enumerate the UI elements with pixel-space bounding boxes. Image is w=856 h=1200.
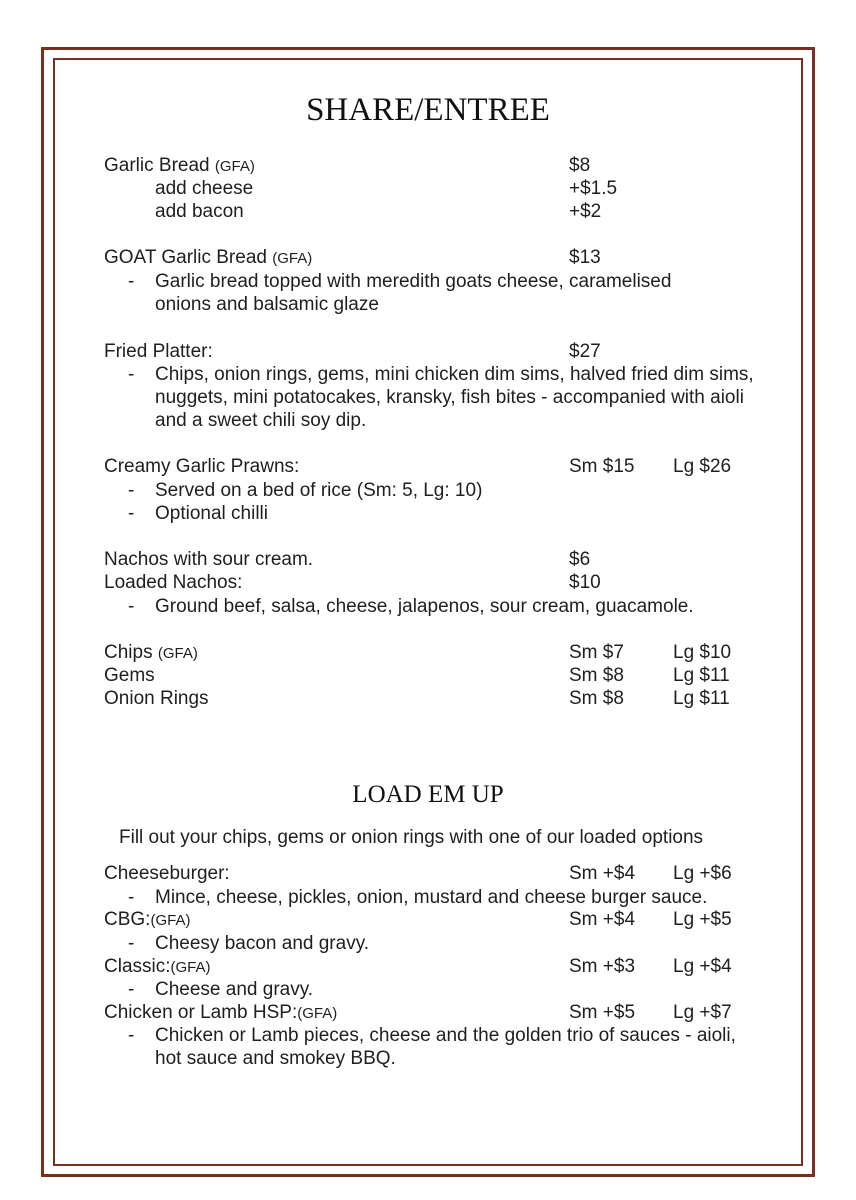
menu-item-chips [104,641,198,665]
price-large: Lg $11 [673,688,730,709]
item-description: Garlic bread topped with meredith goats cheese, caramelised onions and balsamic glaze [155,271,672,315]
price-small: Sm +$3 [569,956,636,977]
item-name: Chips [104,642,153,663]
item-price: $13 [569,247,601,268]
price-small: Sm +$5 [569,1002,636,1023]
item-name: CBG: [104,909,151,930]
price-small: Sm $8 [569,688,624,709]
bullet-dash: - [128,1025,135,1046]
bullet-dash: - [128,933,135,954]
addon-cheese: add cheese [155,178,254,199]
price-small: Sm +$4 [569,909,636,930]
price-large: Lg +$4 [673,956,732,977]
addon-bacon-price: +$2 [569,201,602,222]
gfa-tag: (GFA) [214,158,255,175]
bullet-dash: - [128,887,135,908]
addon-cheese-price: +$1.5 [569,178,618,199]
bullet-dash: - [128,364,135,385]
gfa-tag: (GFA) [170,959,211,976]
menu-item-garlic-bread [104,154,255,178]
gfa-tag: (GFA) [272,250,313,267]
menu-item-loaded-nachos: Loaded Nachos: [104,572,243,593]
gfa-tag: (GFA) [157,645,198,662]
price-small: Sm +$4 [569,863,636,884]
item-name: Chicken or Lamb HSP: [104,1002,298,1023]
item-name: Classic: [104,956,171,977]
menu-item-classic [104,955,211,979]
price-large: Lg $10 [673,642,732,663]
bullet-dash: - [128,503,135,524]
price-large: Lg +$6 [673,863,732,884]
price-large: Lg +$5 [673,909,732,930]
load-em-up-title: LOAD EM UP [352,781,504,808]
menu-item-cbg [104,908,190,932]
menu-item-goat-garlic-bread [104,246,312,270]
item-description: Chips, onion rings, gems, mini chicken dim sims, halved fried dim sims, nuggets, mini potatocakes, kransky, fish bites - accompanied with aioli and a sweet chili soy dip. [155,364,754,431]
bullet-dash: - [128,480,135,501]
menu-item-creamy-garlic-prawns: Creamy Garlic Prawns: [104,456,300,477]
menu-item-gems: Gems [104,665,155,686]
price-large: Lg $11 [673,665,730,686]
menu-item-chicken-lamb-hsp [104,1001,337,1025]
item-price: $27 [569,341,601,362]
item-description: Optional chilli [155,503,268,524]
item-name: Garlic Bread [104,155,210,176]
addon-bacon: add bacon [155,201,244,222]
bullet-dash: - [128,979,135,1000]
item-price: $8 [569,155,591,176]
item-description: Served on a bed of rice (Sm: 5, Lg: 10) [155,480,483,501]
item-price: $6 [569,549,591,570]
item-price: $10 [569,572,601,593]
price-small: Sm $8 [569,665,624,686]
item-description: Cheese and gravy. [155,979,314,1000]
gfa-tag: (GFA) [150,912,191,929]
share-entree-title: SHARE/ENTREE [306,92,550,128]
price-small: Sm $7 [569,642,624,663]
item-description: Ground beef, salsa, cheese, jalapenos, sour cream, guacamole. [155,596,694,617]
price-large: Lg $26 [673,456,732,477]
bullet-dash: - [128,271,135,292]
load-intro-text: Fill out your chips, gems or onion rings with one of our loaded options [119,827,704,848]
bullet-dash: - [128,596,135,617]
menu-item-cheeseburger: Cheeseburger: [104,863,230,884]
item-description: Cheesy bacon and gravy. [155,933,370,954]
item-description: Mince, cheese, pickles, onion, mustard and cheese burger sauce. [155,887,708,908]
price-small: Sm $15 [569,456,635,477]
item-name: GOAT Garlic Bread [104,247,267,268]
price-large: Lg +$7 [673,1002,732,1023]
menu-item-onion-rings: Onion Rings [104,688,209,709]
item-description: Chicken or Lamb pieces, cheese and the golden trio of sauces - aioli, hot sauce and smokey BBQ. [155,1025,736,1069]
menu-item-nachos: Nachos with sour cream. [104,549,314,570]
menu-item-fried-platter: Fried Platter: [104,341,213,362]
gfa-tag: (GFA) [297,1005,338,1022]
